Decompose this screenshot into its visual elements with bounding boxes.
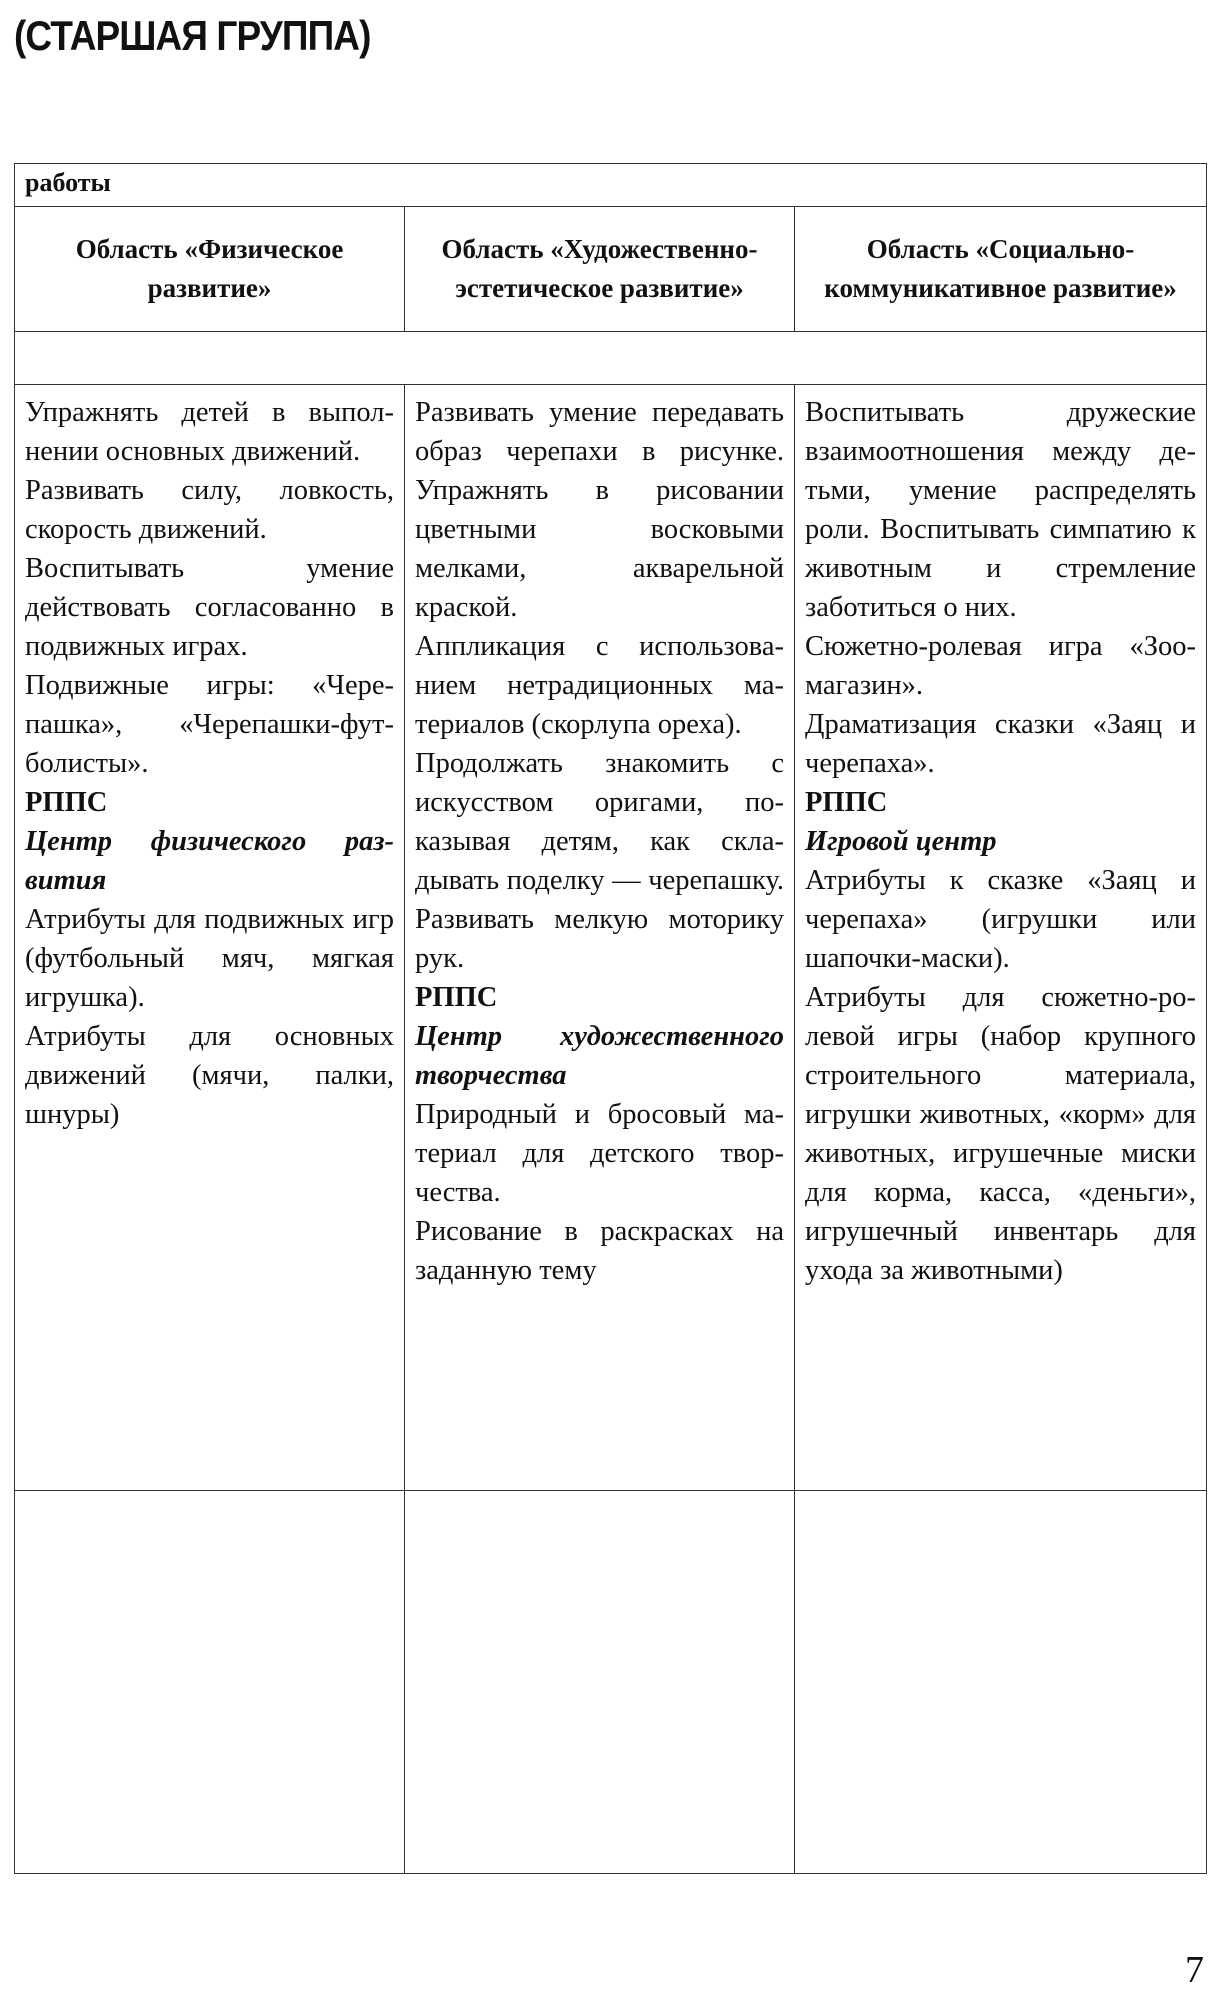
table-header-row — [15, 207, 1207, 332]
blank-cell — [405, 1491, 795, 1874]
cell-paragraph: Развивать умение передавать образ черепахи в рисунке. Упражнять в рисовании цветными восковыми мелками, акварельной краской. — [415, 397, 784, 623]
cell-paragraph: Упражнять детей в выполнении основных движений. — [25, 397, 394, 467]
column-header-artistic: Область «Художественно-эстетическое развитие» — [405, 207, 795, 332]
cell-paragraph: Атрибуты к сказке «Заяц и черепаха» (игрушки или шапочки-маски). — [805, 865, 1197, 974]
cell-paragraph: Развивать силу, ловкость, скорость движений. — [25, 475, 394, 545]
page-title: (СТАРШАЯ ГРУППА) — [14, 12, 371, 59]
cell-center-title: Центр физического развития — [25, 826, 394, 896]
cell-heading: РППС — [25, 787, 108, 818]
cell-paragraph: Рисование в раскрасках на заданную тему — [415, 1216, 784, 1286]
column-header-social: Область «Социально-коммуникативное развитие» — [795, 207, 1207, 332]
cell-paragraph: Продолжать знакомить с искусством оригами, показывая детям, как складывать поделку — черепашку. Развивать мелкую моторику рук. — [415, 748, 784, 974]
cell-heading: РППС — [805, 787, 888, 818]
blank-row — [15, 1491, 1207, 1874]
cell-artistic — [405, 385, 795, 1491]
cell-social — [795, 385, 1207, 1491]
page-number: 7 — [1185, 1949, 1204, 1991]
cell-paragraph: Воспитывать дружеские взаимоотношения между детьми, умение распределять роли. Воспитывать симпатию к животным и стремление заботиться о них. — [805, 397, 1197, 623]
table-top-row — [15, 164, 1207, 207]
cell-paragraph: Подвижные игры: «Черепашка», «Черепашки-футболисты». — [25, 670, 394, 779]
empty-row — [15, 332, 1207, 385]
cell-paragraph: Драматизация сказки «Заяц и черепаха». — [805, 709, 1197, 779]
cell-paragraph: Атрибуты для основных движений (мячи, палки, шнуры) — [25, 1021, 394, 1130]
cell-paragraph: Аппликация с использованием нетрадиционных материалов (скорлупа ореха). — [415, 631, 784, 740]
cell-paragraph: Сюжетно-ролевая игра «Зоомагазин». — [805, 631, 1197, 701]
cell-physical — [15, 385, 405, 1491]
empty-cell — [15, 332, 1207, 385]
cell-center-title: Центр художественного творчества — [415, 1021, 784, 1091]
content-row — [15, 385, 1207, 1491]
column-header-physical: Область «Физическое развитие» — [15, 207, 405, 332]
blank-cell — [15, 1491, 405, 1874]
cell-paragraph: Воспитывать умение действовать согласованно в подвижных играх. — [25, 553, 394, 662]
cell-paragraph: Атрибуты для подвижных игр (футбольный мяч, мягкая игрушка). — [25, 904, 394, 1013]
cell-paragraph: Атрибуты для сюжетно-ролевой игры (набор крупного строительного материала, игрушки животных, «корм» для животных, игрушечные миски для корма, касса, «деньги», игрушечный инвентарь для ухода за животными) — [805, 982, 1197, 1286]
plan-table — [14, 163, 1207, 1874]
blank-cell — [795, 1491, 1207, 1874]
top-label: работы — [15, 164, 1207, 207]
cell-paragraph: Природный и бросовый материал для детского творчества. — [415, 1099, 784, 1208]
cell-heading: РППС — [415, 982, 498, 1013]
cell-center-title: Игровой центр — [805, 826, 997, 857]
